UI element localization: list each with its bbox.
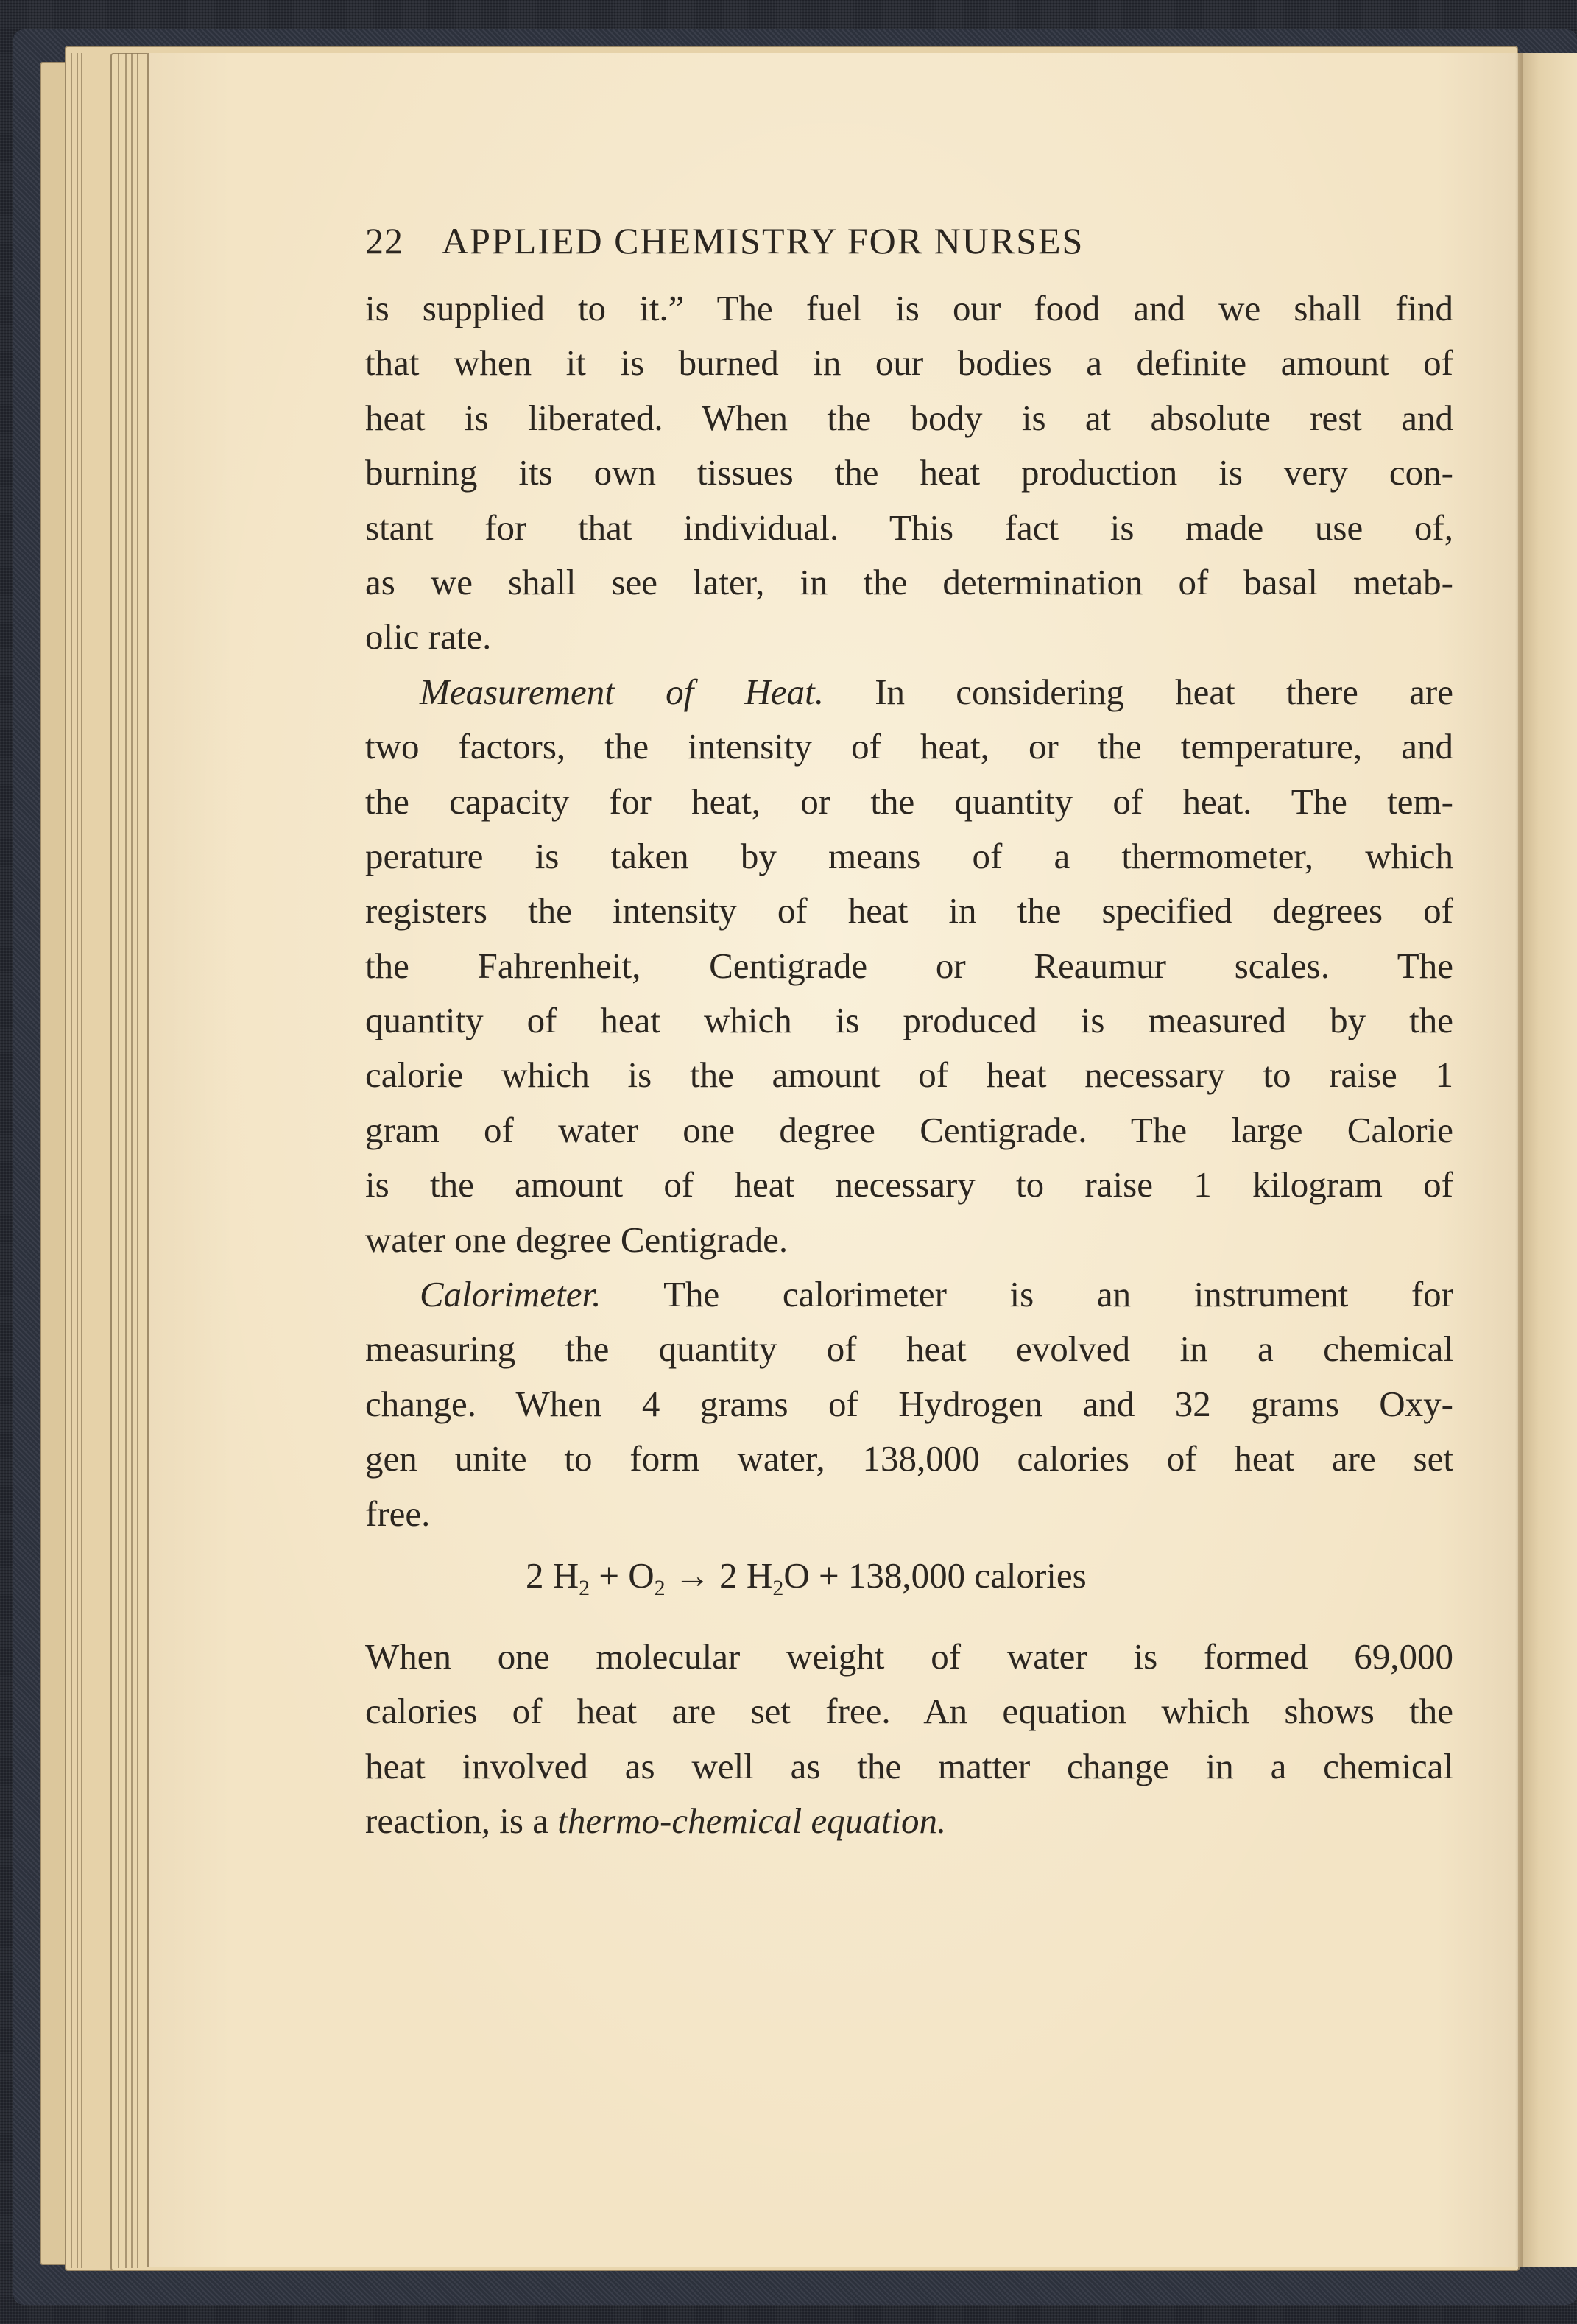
paragraph-fuel [365,281,1453,665]
section-heading-calorimeter: Calorimeter. [420,1274,601,1315]
text-line: calorie which is the amount of heat necessary to raise 1 [365,1054,1453,1096]
text-line: registers the intensity of heat in the specified degrees of [365,890,1453,932]
equation-term: 2 H [526,1554,579,1596]
section-heading-measurement-of-heat: Measurement of Heat. [420,671,824,712]
text-span: reaction, is a [365,1800,558,1842]
book-title: APPLIED CHEMISTRY FOR NURSES [442,220,1084,261]
equation-term: O + 138,000 calories [783,1554,1087,1596]
text-line: free. [365,1493,431,1534]
running-head [365,214,1453,268]
text-line: water one degree Centigrade. [365,1219,788,1260]
paragraph-molecular-weight [365,1630,1453,1849]
gutter-shadow [1515,53,1523,2267]
page-number: 22 [365,220,403,261]
text-line: calories of heat are set free. An equation which shows the [365,1691,1453,1732]
text-line: as we shall see later, in the determination of basal metab- [365,561,1453,602]
text-line [365,1267,1453,1322]
page-edge-line [71,53,72,2268]
paragraph-calorimeter [365,1267,1453,1541]
page-edge-line [77,53,78,2268]
text-line: gram of water one degree Centigrade. The large Calorie [365,1109,1453,1150]
text-line: perature is taken by means of a thermometer, which [365,835,1453,876]
term-thermo-chemical-equation: thermo-chemical equation. [557,1800,947,1842]
text-line: olic rate. [365,616,492,658]
facing-page-gutter [1518,53,1577,2267]
text-span: In considering heat there are [823,671,1453,712]
text-line: the capacity for heat, or the quantity of heat. The tem- [365,781,1453,822]
page-edge-line [118,53,119,2268]
text-line: two factors, the intensity of heat, or the temperature, and [365,726,1453,767]
page-edge-line [81,53,82,2268]
text-line [365,1794,1453,1848]
text-line: the Fahrenheit, Centigrade or Reaumur scales. The [365,945,1453,986]
thermo-chemical-equation [365,1549,1453,1603]
text-line: is the amount of heat necessary to raise 1 kilogram of [365,1164,1453,1205]
page-edge-line [131,53,133,2268]
text-line: gen unite to form water, 138,000 calories of heat are set [365,1438,1453,1479]
text-line: burning its own tissues the heat production is very con- [365,452,1453,493]
page-text-block [365,214,1453,1849]
page-edge-line [137,53,138,2268]
equation-subscript: 2 [772,1575,784,1600]
equation-term: + O [590,1554,655,1596]
paragraph-measurement-of-heat [365,665,1453,1267]
text-line: change. When 4 grams of Hydrogen and 32 grams Oxy- [365,1383,1453,1424]
text-line: heat involved as well as the matter change in a chemical [365,1745,1453,1786]
text-line: heat is liberated. When the body is at absolute rest and [365,397,1453,438]
equation-subscript: 2 [654,1575,666,1600]
text-line: that when it is burned in our bodies a definite amount of [365,342,1453,384]
text-line: quantity of heat which is produced is measured by the [365,1000,1453,1041]
equation-arrow: → 2 H [665,1554,773,1596]
text-line: measuring the quantity of heat evolved in a chemical [365,1328,1453,1370]
equation-subscript: 2 [579,1575,590,1600]
text-line: is supplied to it.” The fuel is our food and we shall find [365,288,1453,328]
text-span: The calorimeter is an instrument for [601,1274,1453,1315]
page-edge-line [125,53,127,2268]
text-line [365,665,1453,719]
text-line: stant for that individual. This fact is made use of, [365,507,1453,548]
text-line: When one molecular weight of water is formed 69,000 [365,1635,1453,1677]
